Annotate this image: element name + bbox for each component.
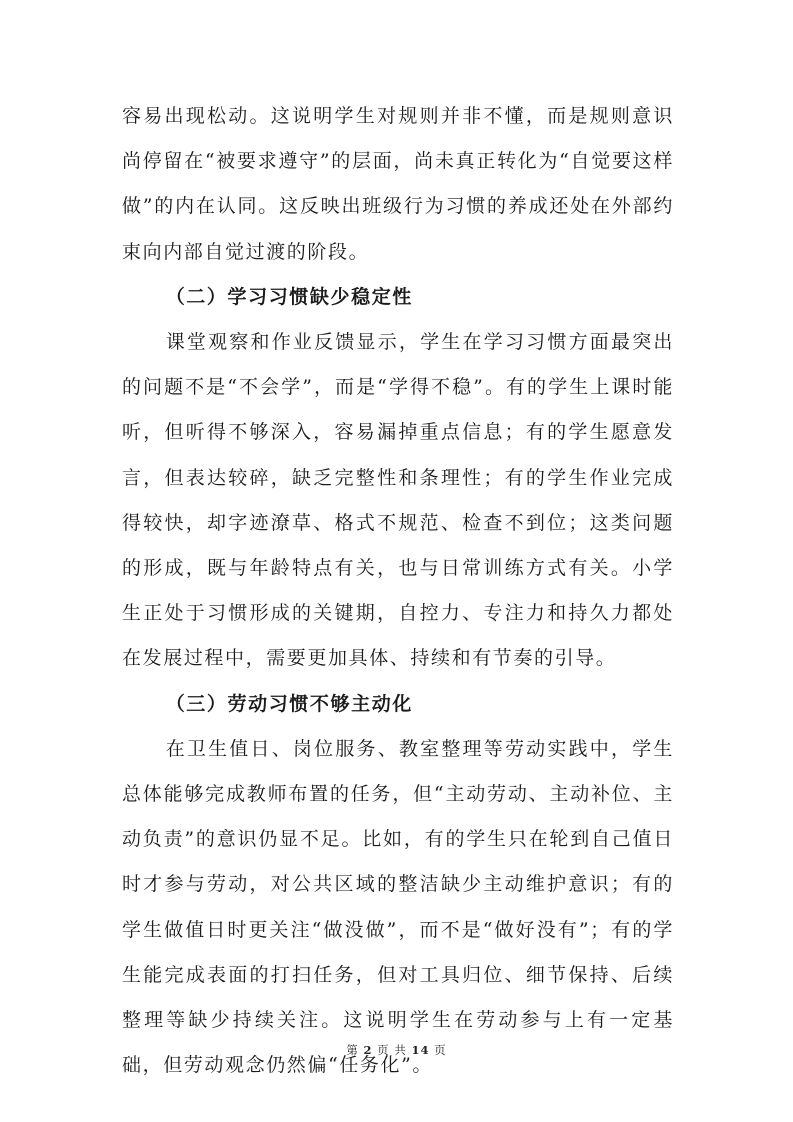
footer-total-pages: 14 — [411, 1043, 430, 1057]
footer-current-page: 2 — [363, 1043, 373, 1057]
paragraph-study-habits: 课堂观察和作业反馈显示，学生在学习习惯方面最突出的问题不是“不会学”，而是“学得不稳”。有的学生上课时能听，但听得不够深入，容易漏掉重点信息；有的学生愿意发言，但表达较碎，缺乏完整性和条理性；有的学生作业完成得较快，却字迹潦草、格式不规范、检查不到位；这类问题的形成，既与年龄特点有关，也与日常训练方式有关。小学生正处于习惯形成的关键期，自控力、专注力和持久力都处在发展过程中，需要更加具体、持续和有节奏的引导。 — [122, 331, 674, 670]
page-footer — [0, 1042, 793, 1058]
footer-middle: 页 共 — [377, 1043, 407, 1057]
footer-suffix: 页 — [434, 1043, 447, 1057]
section-heading-study-habits: （二）学习习惯缺少稳定性 — [165, 285, 413, 308]
footer-prefix: 第 — [346, 1043, 359, 1057]
paragraph-rule-awareness: 容易出现松动。这说明学生对规则并非不懂，而是规则意识尚停留在“被要求遵守”的层面，尚未真正转化为“自觉要这样做”的内在认同。这反映出班级行为习惯的养成还处在外部约束向内部自觉过渡的阶段。 — [122, 105, 674, 263]
page-body — [122, 94, 674, 1088]
paragraph-labor-habits: 在卫生值日、岗位服务、教室整理等劳动实践中，学生总体能够完成教师布置的任务，但“主动劳动、主动补位、主动负责”的意识仍显不足。比如，有的学生只在轮到自己值日时才参与劳动，对公共区域的整洁缺少主动维护意识；有的学生做值日时更关注“做没做”，而不是“做好没有”；有的学生能完成表面的打扫任务，但对工具归位、细节保持、后续整理等缺少持续关注。这说明学生在劳动参与上有一定基础，但劳动观念仍然偏“任务化”。 — [122, 737, 674, 1077]
section-heading-labor-habits: （三）劳动习惯不够主动化 — [165, 692, 413, 715]
